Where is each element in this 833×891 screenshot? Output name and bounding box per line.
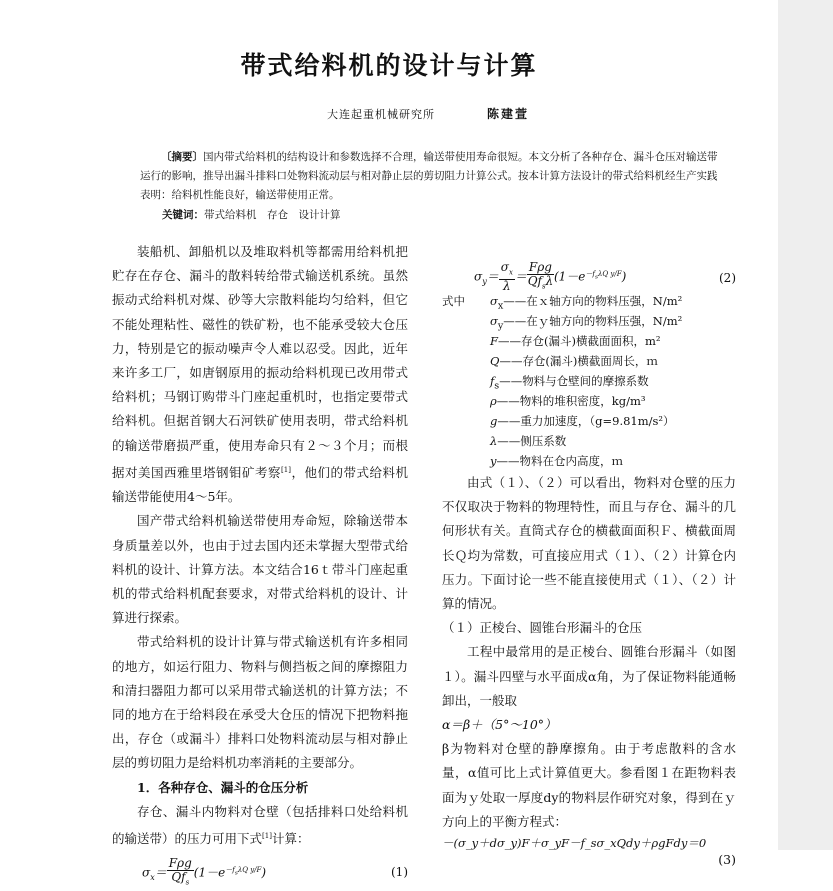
abstract	[140, 148, 718, 205]
symbol-sub: s	[494, 380, 500, 392]
left-column	[112, 240, 408, 885]
paragraph: 带式给料机的设计计算与带式输送机有许多相同的地方，如运行阻力、物料与侧挡板之间的摩擦阻力和清扫器阻力都可以采用带式输送机的计算方法；不同的地方在于给料段在承受大仓压的情况下把物料拖出，存仓（或漏斗）排料口处物料流动层与相对静止层的剪切阻力是给料机功率消耗的主要部分。	[112, 634, 408, 771]
symbol: g	[490, 414, 498, 428]
equation-alpha: α＝β＋（5°～10°）	[442, 717, 557, 733]
subsection-heading: （１）正棱台、圆锥台形漏斗的仓压	[442, 620, 643, 636]
symbol: ρ	[490, 394, 497, 408]
symbol-item	[442, 391, 736, 411]
symbol-item	[442, 411, 736, 431]
symbol: λ	[490, 434, 498, 448]
paragraph-text: 计算：	[271, 831, 310, 847]
symbol-prefix: 式中	[442, 294, 465, 308]
paragraph-text: 存仓、漏斗内物料对仓壁（包括排料口处给料机的输送带）的压力可用下式	[112, 803, 408, 847]
symbol-item	[442, 451, 736, 471]
symbol: σ	[490, 294, 498, 308]
equation-1	[112, 851, 408, 885]
keywords-text: 带式给料机 存仓 设计计算	[204, 209, 341, 221]
symbol: y	[490, 454, 497, 468]
abstract-label: 〔摘要〕	[161, 151, 203, 163]
symbol-desc: ——重力加速度，（g=9.81m/s²）	[497, 414, 675, 428]
symbol: σ	[490, 314, 498, 328]
affiliation: 大连起重机械研究所	[327, 108, 435, 121]
right-sidebar	[778, 0, 833, 850]
symbol: Q	[490, 354, 500, 368]
symbol-sub: x	[497, 300, 504, 312]
section-heading: 1．各种存仓、漏斗的仓压分析	[137, 779, 309, 795]
symbol-item	[442, 431, 736, 451]
paper-title: 带式给料机的设计与计算	[240, 51, 538, 80]
equation-number: (3)	[718, 852, 736, 868]
symbol-item	[442, 351, 736, 371]
equation-2	[442, 257, 736, 294]
symbol: f	[490, 374, 495, 388]
symbol-desc: ——物料在仓内高度，ｍ	[496, 454, 623, 468]
symbol-list	[442, 291, 736, 471]
symbol-sub: y	[497, 320, 504, 332]
symbol-desc: ——存仓(漏斗)横截面面积，m²	[497, 334, 661, 348]
citation: [1]	[281, 465, 291, 474]
paragraph: 工程中最常用的是正棱台、圆锥台形漏斗（如图１）。漏斗四壁与水平面成α角，为了保证物料能通畅卸出，一般取	[442, 644, 736, 708]
equation-body: $\sigma_x=$ $\frac{\text{Fρg}}{Qf_s}$ $(1-e^{-f_s\lambda Q y/F})$	[142, 857, 266, 890]
paragraph-text: 装船机、卸船机以及堆取料机等都需用给料机把贮存在存仓、漏斗的散料转给带式输送机系统。虽然振动式给料机对煤、砂等大宗散料能均匀给料，但它不能处理粘性、磁性的铁矿粉，也不能承受较大仓压力，特别是它的振动噪声令人难以忍受。因此，近年来许多工厂，如唐钢原用的振动给料机现已改用带式给料机；马钢订购带斗门座起重机时，也指定要带式给料机。但据首钢大石河铁矿使用表明，带式给料机的输送带磨损严重，使用寿命只有２～３个月；而根据对美国西雅里塔钢钼矿考察	[112, 244, 408, 480]
paragraph	[112, 800, 408, 852]
symbol-desc: ——侧压系数	[497, 434, 567, 448]
symbol-desc: ——在ｙ轴方向的物料压强，N/m²	[503, 314, 683, 328]
right-column	[442, 257, 736, 868]
author: 陈建萱	[487, 107, 530, 121]
paragraph	[112, 240, 408, 509]
symbol-desc: ——在ｘ轴方向的物料压强，N/m²	[503, 294, 683, 308]
symbol-item	[442, 371, 736, 391]
equation-body: $\sigma_y=$ $\frac{\sigma_x}{\lambda}$ ＝ $\frac{\text{Fρg}}{Qf_s\lambda}$ $(1-e^{-f_s\lambda Q y/F})$	[474, 260, 627, 294]
symbol-desc: ——物料的堆积密度，kg/m³	[496, 394, 646, 408]
paragraph: β为物料对仓壁的静摩擦角。由于考虑散料的含水量，α值可比上式计算值更大。参看图１在距物料表面为ｙ处取一厚度dy的物料层作研究对象，得到在ｙ方向上的平衡方程式：	[442, 741, 736, 829]
symbol-item	[442, 331, 736, 351]
paragraph-text: ，他们的带式给料机输送带能使用4～5年。	[112, 464, 408, 505]
symbol: F	[490, 334, 498, 348]
symbol-item	[442, 311, 736, 331]
symbol-desc: ——物料与仓壁间的摩擦系数	[499, 374, 649, 388]
keywords	[162, 207, 341, 222]
equation-3: －(σ_y＋dσ_y)F＋σ_yF－f_sσ_xQdy＋ρgFdy＝0	[442, 836, 707, 851]
abstract-text: 国内带式给料机的结构设计和参数选择不合理，输送带使用寿命很短。本文分析了各种存仓、漏斗仓压对输送带运行的影响，推导出漏斗排料口处物料流动层与相对静止层的剪切阻力计算公式。按本计算方法设计的带式给料机经生产实践表明：给料机性能良好，输送带使用正常。	[140, 151, 718, 201]
citation: [1]	[262, 832, 272, 841]
symbol-desc: ——存仓(漏斗)横截面周长，ｍ	[499, 354, 658, 368]
equation-number: (1)	[391, 865, 408, 880]
equation-number: (2)	[719, 271, 736, 285]
paragraph: 由式（１）、（２）可以看出，物料对仓壁的压力不仅取决于物料的物理特性，而且与存仓、漏斗的几何形状有关。直筒式存仓的横截面面积Ｆ、横截面周长Ｑ均为常数，可直接应用式（１）、（２）计算仓内压力。下面讨论一些不能直接使用式（１）、（２）计算的情况。	[442, 475, 736, 612]
keywords-label: 关键词：	[162, 209, 204, 221]
fraction: $\frac{\text{Fρg}}{Qf_s}$	[168, 856, 192, 887]
paragraph: 国产带式给料机输送带使用寿命短，除输送带本身质量差以外，也由于过去国内还未掌握大型带式给料机的设计、计算方法。本文结合16ｔ带斗门座起重机的带式给料机配套要求，对带式给料机的设计、计算进行探索。	[112, 513, 408, 626]
eq-lhs: σ	[142, 866, 151, 881]
